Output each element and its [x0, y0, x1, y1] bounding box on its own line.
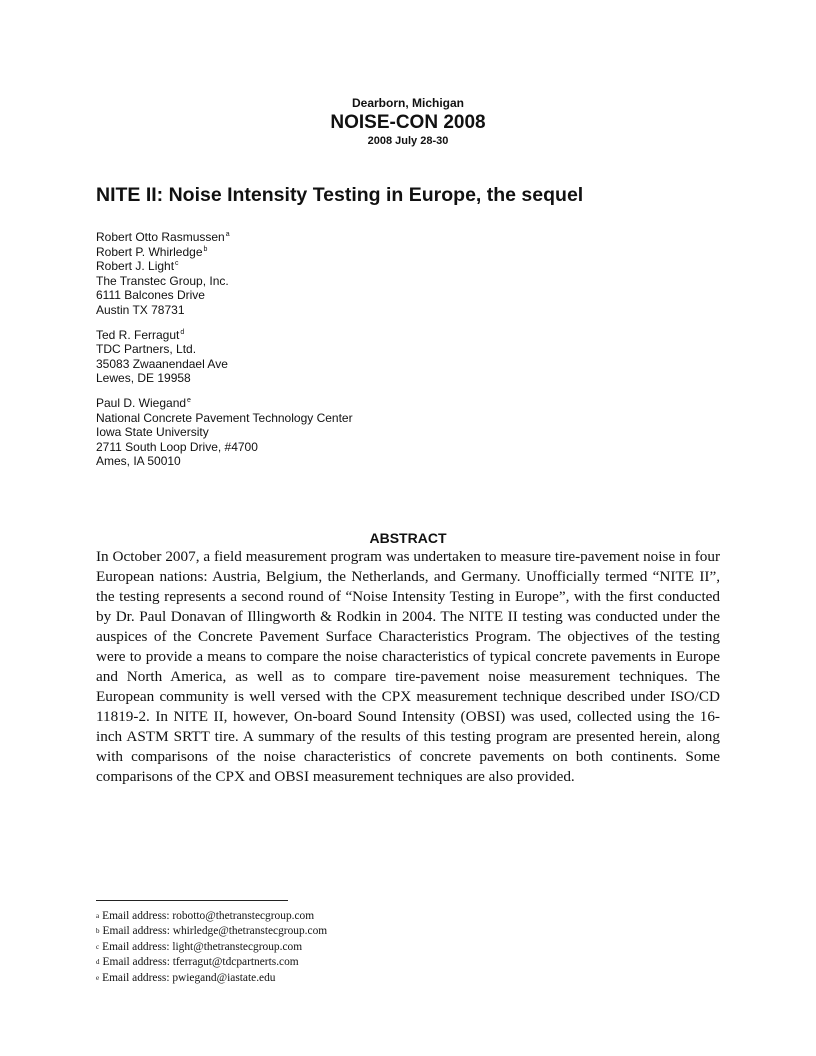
footnote-list [96, 909, 327, 986]
abstract-heading: ABSTRACT [369, 530, 447, 546]
affiliation-line: Austin TX 78731 [96, 302, 185, 317]
conference-header [0, 96, 816, 148]
author-group-tdc [96, 328, 353, 386]
footnote: $^a$ Email address: robotto@thetranstecgroup.com [96, 910, 315, 922]
affiliation-line: Lewes, DE 19958 [96, 371, 191, 386]
abstract-body: In October 2007, a field measurement program was undertaken to measure tire-pavement noise in four European nations: Austria, Belgium, the Netherlands, and Germany. Unofficially termed “NITE II”, the testing represents a second round of “Noise Intensity Testing in Europe”, with the first conducted by Dr. Paul Donavan of Illingworth & Rodkin in 2004. The NITE II testing was conducted under the auspices of the Concrete Pavement Surface Characteristics Program. The objectives of the testing were to provide a means to compare the noise characteristics of typical concrete pavements in Europe and North America, as well as to compare tire-pavement noise measurement techniques. The European community is well versed with the CPX measurement technique described under ISO/CD 11819-2. In NITE II, however, On-board Sound Intensity (OBSI) was used, collected using the 16-inch ASTM SRTT tire. A summary of the results of this testing program are presented herein, along with comparisons of the noise characteristics of concrete pavements on both continents. Some comparisons of the CPX and OBSI measurement techniques are also provided. [96, 548, 720, 785]
footnote-marker: e [96, 973, 100, 982]
footnote: $^c$ Email address: light@thetranstecgroup.com [96, 940, 303, 953]
footnote: $^e$ Email address: pwiegand@iastate.edu [96, 971, 276, 984]
author-name: Robert Otto Rasmussen$^a$ [96, 230, 230, 244]
footnote-marker: c [96, 942, 100, 951]
conference-dates: 2008 July 28-30 [367, 135, 449, 147]
affiliation-line: Iowa State University [96, 425, 209, 440]
footnote-marker: b [203, 245, 208, 253]
affiliation-line: TDC Partners, Ltd. [96, 342, 197, 357]
conference-location: Dearborn, Michigan [351, 96, 464, 110]
author-name: Ted R. Ferragut$^d$ [96, 327, 185, 342]
affiliation-line: Ames, IA 50010 [96, 454, 181, 469]
footnote-divider [96, 900, 288, 901]
footnote: $^d$ Email address: tferragut@tdcpartnerts.com [96, 956, 299, 969]
conference-name: NOISE-CON 2008 [330, 112, 486, 133]
footnote-marker: c [175, 260, 179, 268]
affiliation-line: The Transtec Group, Inc. [96, 273, 229, 288]
affiliation-line: 35083 Zwaanendael Ave [96, 356, 228, 371]
footnote-marker: e [187, 396, 191, 404]
footnote: $^b$ Email address: whirledge@thetranstecgroup.com [96, 925, 328, 938]
affiliation-line: 6111 Balcones Drive [96, 288, 205, 303]
affiliation-line: National Concrete Pavement Technology Center [96, 410, 353, 425]
author-group-transtec [96, 230, 353, 318]
footnote-marker: d [180, 328, 185, 336]
author-list [96, 230, 353, 479]
paper-title: NITE II: Noise Intensity Testing in Europe, the sequel [96, 184, 584, 206]
affiliation-line: 2711 South Loop Drive, #4700 [96, 439, 258, 454]
footnote-marker: d [96, 958, 100, 967]
author-name: Robert P. Whirledge$^b$ [96, 244, 208, 259]
author-group-iowa-state [96, 396, 353, 469]
footnote-marker: a [225, 231, 230, 238]
footnote-marker: b [96, 927, 100, 936]
author-name: Robert J. Light$^c$ [96, 259, 179, 274]
footnote-marker: a [96, 912, 100, 920]
author-name: Paul D. Wiegand$^e$ [96, 395, 191, 410]
